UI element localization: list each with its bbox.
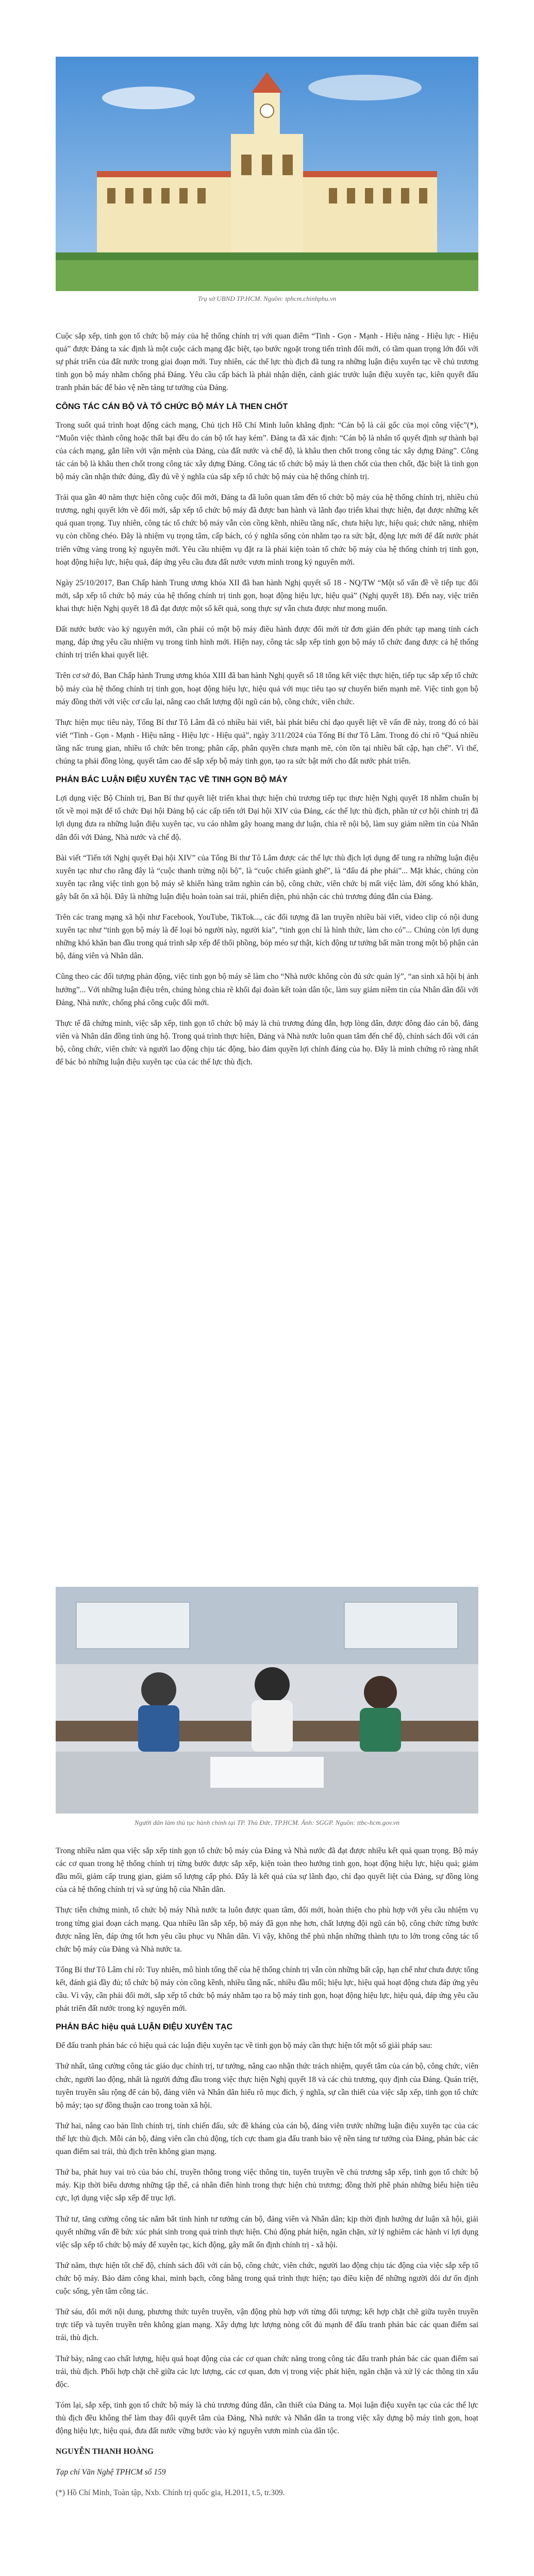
article-body-bottom (56, 1844, 478, 2507)
paragraph: Thứ nhất, tăng cường công tác giáo dục chính trị, tư tưởng, nâng cao nhận thức trách nhiệm, quyết tâm của cán bộ, công chức, viên chức, người lao động, nhất là người đứng đầu trong việc thực hiện Nghị quyết 18 và các chủ trương, quy định của Đảng. Quán triệt, tuyên truyền sâu rộng để cán bộ, đảng viên và Nhân dân hiểu rõ mục đích, ý nghĩa, sự cần thiết của việc sắp xếp, tinh gọn tổ chức bộ máy; tạo sự đồng thuận cao trong toàn xã hội. (56, 2062, 478, 2110)
paragraph: Thứ sáu, đổi mới nội dung, phương thức tuyên truyền, vận động phù hợp với từng đối tượng; kết hợp chặt chẽ giữa tuyên truyền trực tiếp và tuyên truyền trên không gian mạng. Xây dựng lực lượng nòng cốt đủ mạnh để đấu tranh phản bác các quan điểm sai trái, thù địch. (56, 2308, 478, 2343)
paragraph: Trên cơ sở đó, Ban Chấp hành Trung ương khóa XIII đã ban hành Nghị quyết số 18 tổng kết việc thực hiện, tiếp tục sắp xếp tổ chức bộ máy của hệ thống chính trị tinh gọn, hoạt động hiệu lực, hiệu quả với mục tiêu tạo sự chuyển biến mạnh mẽ. Việc tinh gọn bộ máy đồng thời với việc cơ cấu lại, nâng cao chất lượng đội ngũ cán bộ, công chức, viên chức. (56, 671, 478, 706)
paragraph: Đất nước bước vào kỷ nguyên mới, cần phải có một bộ máy điều hành được đổi mới từ đơn giản đến phức tạp mang tính cách mạng, đáp ứng yêu cầu nhiệm vụ trong tình hình mới. Hiện nay, công tác sắp xếp tinh gọn bộ máy tổ chức đang được cả hệ thống chính trị triển khai quyết liệt. (56, 625, 478, 660)
paragraph: Lợi dụng việc Bộ Chính trị, Ban Bí thư quyết liệt triển khai thực hiện chủ trương tiếp tục thực hiện Nghị quyết 18 nhằm chuẩn bị tốt về mọi mặt để tổ chức Đại hội Đảng bộ các cấp tiến tới Đại hội XIV của Đảng, các thế lực thù địch, phần tử cơ hội chính trị đã lợi dụng đưa ra những luận điệu xuyên tạc, vu cáo nhằm gây hoang mang dư luận, chia rẽ nội bộ, làm suy giảm niềm tin của Nhân dân đối với Đảng, Nhà nước và chế độ. (56, 794, 478, 842)
paragraph: Tóm lại, sắp xếp, tinh gọn tổ chức bộ máy là chủ trương đúng đắn, cần thiết của Đảng ta. Mọi luận điệu xuyên tạc của các thế lực thù địch đều không thể làm thay đổi quyết tâm của Đảng, Nhà nước và Nhân dân ta trong việc xây dựng bộ máy tinh gọn, hoạt động hiệu lực, hiệu quả, đưa đất nước vững bước vào kỷ nguyên vươn mình của dân tộc. (56, 2400, 478, 2436)
paragraph: Thứ hai, nâng cao bản lĩnh chính trị, tính chiến đấu, sức đề kháng của cán bộ, đảng viên trước những luận điệu xuyên tạc của các thế lực thù địch. Mỗi cán bộ, đảng viên cần chủ động, tích cực tham gia đấu tranh bảo vệ nền tảng tư tưởng của Đảng, phản bác các quan điểm sai trái, thù địch trên không gian mạng. (56, 2121, 478, 2157)
paragraph: Thứ bảy, nâng cao chất lượng, hiệu quả hoạt động của các cơ quan chức năng trong công tác đấu tranh phản bác các quan điểm sai trái, thù địch. Phối hợp chặt chẽ giữa các lực lượng, các cơ quan, đơn vị trong việc phát hiện, ngăn chặn và xử lý các thông tin xấu độc. (56, 2354, 478, 2389)
paragraph: Thứ ba, phát huy vai trò của báo chí, truyền thông trong việc thông tin, tuyên truyền về chủ trương sắp xếp, tinh gọn tổ chức bộ máy. Kịp thời biểu dương những tập thể, cá nhân điển hình trong thực hiện chủ trương; đồng thời phê phán những biểu hiện tiêu cực, lợi dụng việc sắp xếp để trục lợi. (56, 2168, 478, 2203)
hero-image (56, 57, 478, 291)
paragraph: Thực tiễn chứng minh, tổ chức bộ máy Nhà nước ta luôn được quan tâm, đổi mới, hoàn thiện cho phù hợp với yêu cầu nhiệm vụ trong từng giai đoạn cách mạng. Qua nhiều lần sắp xếp, bộ máy đã gọn nhẹ hơn, chất lượng đội ngũ cán bộ, công chức từng bước được nâng lên, đáp ứng tốt hơn yêu cầu phục vụ Nhân dân. Vì vậy, không thể phủ nhận những thành tựu to lớn trong công tác tổ chức bộ máy của Đảng và Nhà nước ta. (56, 1906, 478, 1954)
intro-paragraph: Cuộc sắp xếp, tinh gọn tổ chức bộ máy của hệ thống chính trị với quan điểm “Tinh - Gọn - Mạnh - Hiệu năng - Hiệu lực - Hiệu quả” được Đảng ta xác định là một cuộc cách mạng đặc biệt, tạo bước ngoặt trong tiến trình đổi mới, có tầm quan trọng lớn đối với sự phát triển của đất nước trong giai đoạn mới. Tuy nhiên, các thế lực thù địch đã tung ra những luận điệu xuyên tạc về chủ trương tinh gọn bộ máy nhằm chống phá Đảng. Yêu cầu cấp bách là phải nhận diện, cảnh giác trước luận điệu xuyên tạc, kiên quyết đấu tranh phản bác để bảo vệ nền tảng tư tưởng của Đảng. (56, 332, 478, 393)
footnote: (*) Hồ Chí Minh, Toàn tập, Nxb. Chính trị quốc gia, H.2011, t.5, tr.309. (56, 2488, 285, 2498)
paragraph: Để đấu tranh phản bác có hiệu quả các luận điệu xuyên tạc về tinh gọn bộ máy cần thực hiện tốt một số giải pháp sau: (56, 2041, 432, 2050)
paragraph: Bài viết “Tiến tới Nghị quyết Đại hội XIV” của Tổng Bí thư Tô Lâm được các thế lực thù địch lợi dụng để tung ra những luận điệu xuyên tạc như cho rằng đây là “cuộc thanh trừng nội bộ”, là “cuộc chiến giành ghế”, là “đấu đá phe phái”... Mặt khác, chúng còn xuyên tạc rằng việc tinh gọn bộ máy sẽ khiến hàng trăm nghìn cán bộ, công chức, viên chức bị mất việc làm, đời sống khó khăn, gây bất ổn xã hội. Đây là những luận điệu hoàn toàn sai trái, phiến diện, phủ nhận các chủ trương đúng đắn của Đảng. (56, 853, 478, 901)
hero-caption: Trụ sở UBND TP.HCM. Nguồn: tphcm.chinhphu.vn (197, 295, 337, 302)
paragraph: Trong nhiều năm qua việc sắp xếp tinh gọn tổ chức bộ máy của Đảng và Nhà nước đã đạt được nhiều kết quả quan trọng. Bộ máy các cơ quan trong hệ thống chính trị từng bước được sắp xếp, kiện toàn theo hướng tinh gọn, hoạt động hiệu lực, hiệu quả; giảm đầu mối, giảm cấp trung gian, giảm số lượng cấp phó. Đây là kết quả của sự lãnh đạo, chỉ đạo quyết liệt của Đảng, sự đồng lòng của cả hệ thống chính trị và sự ủng hộ của Nhân dân. (56, 1846, 478, 1894)
author-organization: Tạp chí Văn Nghệ TPHCM số 159 (56, 2468, 166, 2477)
paragraph: Tổng Bí thư Tô Lâm chỉ rõ: Tuy nhiên, mô hình tổng thể của hệ thống chính trị vẫn còn những bất cập, hạn chế như chưa được tổng kết, đánh giá đầy đủ; tổ chức bộ máy còn cồng kềnh, nhiều tầng nấc, nhiều đầu mối; hiệu lực, hiệu quả hoạt động chưa đáp ứng yêu cầu. Vì vậy, cần phải đổi mới, sắp xếp tổ chức bộ máy nhằm tạo ra bộ máy tinh gọn, hoạt động hiệu lực, hiệu quả, đáp ứng yêu cầu phát triển đất nước trong kỷ nguyên mới. (56, 1965, 478, 2013)
city-hall-illustration (56, 57, 478, 291)
paragraph: Thực hiện mục tiêu này, Tổng Bí thư Tô Lâm đã có nhiều bài viết, bài phát biểu chỉ đạo quyết liệt về vấn đề này, trong đó có bài viết “Tinh - Gọn - Mạnh - Hiệu năng - Hiệu lực - Hiệu quả”, ngày 3/11/2024 của Tổng Bí thư Tô Lâm. Trong đó chỉ rõ “Quá nhiều tầng nấc trung gian, nhiều tổ chức bên trong; phân cấp, phân quyền chưa mạnh mẽ, còn tồn tại nhiều bất cập, hạn chế”. Vì thế, chúng ta phải đồng lòng, quyết tâm cao để sắp xếp bộ máy tinh gọn, tạo ra sức bật mới cho đất nước phát triển. (56, 718, 478, 766)
paragraph: Trên các trang mạng xã hội như Facebook, YouTube, TikTok..., các đối tượng đã lan truyền nhiều bài viết, video clip có nội dung xuyên tạc như “tinh gọn bộ máy là để loại bỏ người này, người kia”, “tinh gọn chỉ là hình thức, làm cho có”... Chúng còn lợi dụng những khó khăn ban đầu trong quá trình sắp xếp để thổi phồng, bóp méo sự thật, kích động tư tưởng bất mãn trong một bộ phận cán bộ, đảng viên và Nhân dân. (56, 913, 478, 961)
paragraph: Ngày 25/10/2017, Ban Chấp hành Trung ương khóa XII đã ban hành Nghị quyết số 18 - NQ/TW “Một số vấn đề về tiếp tục đổi mới, sắp xếp tổ chức bộ máy của hệ thống chính trị tinh gọn, hoạt động hiệu lực, hiệu quả” (Nghị quyết 18). Đến nay, việc triển khai thực hiện Nghị quyết 18 đã đạt được một số kết quả, song thực sự vẫn chưa được như mong muốn. (56, 578, 478, 613)
article-photo (56, 1587, 478, 1814)
paragraph: Thứ năm, thực hiện tốt chế độ, chính sách đối với cán bộ, công chức, viên chức, người lao động chịu tác động của việc sắp xếp tổ chức bộ máy. Bảo đảm công khai, minh bạch, công bằng trong quá trình thực hiện; tạo điều kiện để những người dôi dư ổn định cuộc sống, yên tâm công tác. (56, 2261, 478, 2296)
paragraph: Thứ tư, tăng cường công tác nắm bắt tình hình tư tưởng cán bộ, đảng viên và Nhân dân; kịp thời định hướng dư luận xã hội, giải quyết những vấn đề bức xúc phát sinh trong quá trình thực hiện. Chủ động phát hiện, ngăn chặn, xử lý nghiêm các hành vi lợi dụng việc sắp xếp tổ chức bộ máy để xuyên tạc, kích động, gây mất ổn định chính trị - xã hội. (56, 2214, 478, 2249)
paragraph: Trải qua gần 40 năm thực hiện công cuộc đổi mới, Đảng ta đã luôn quan tâm đến tổ chức bộ máy của hệ thống chính trị, nhiều chủ trương, nghị quyết lớn về đổi mới, sắp xếp tổ chức bộ máy đã được ban hành và lãnh đạo triển khai thực hiện, đạt được những kết quả quan trọng. Tuy nhiên, công tác tổ chức bộ máy vẫn còn cồng kềnh, nhiều tầng nấc, chưa hiệu lực, hiệu quả; chức năng, nhiệm vụ còn chồng chéo. Đây là nhiệm vụ trọng tâm, cấp bách, có ý nghĩa sống còn nhằm tạo ra sức bật, động lực mới để đất nước phát triển vững vàng trong kỷ nguyên mới. Yêu cầu nhiệm vụ đặt ra là phải kiện toàn tổ chức bộ máy của hệ thống chính trị tinh gọn, hoạt động hiệu lực, hiệu quả, đáp ứng yêu cầu đưa đất nước vươn mình trong kỷ nguyên mới. (56, 493, 478, 567)
section-heading-refute: PHẢN BÁC LUẬN ĐIỆU XUYÊN TẠC VỀ TINH GỌN BỘ MÁY (56, 775, 288, 785)
paragraph: Cũng theo các đối tượng phản động, việc tinh gọn bộ máy sẽ làm cho “Nhà nước không còn đủ sức quản lý”, “an sinh xã hội bị ảnh hưởng”... Với những luận điệu trên, chúng hòng chia rẽ khối đại đoàn kết toàn dân tộc, làm suy giảm niềm tin của Nhân dân đối với Đảng, Nhà nước, chống phá công cuộc đổi mới. (56, 972, 478, 1007)
section-heading-solutions: PHẢN BÁC hiệu quả LUẬN ĐIỆU XUYÊN TẠC (56, 2023, 233, 2032)
photo-caption: Người dân làm thủ tục hành chính tại TP. Thủ Đức, TP.HCM. Ảnh: SGGP. Nguồn: ttbc-hcm.gov.vn (134, 1819, 400, 1826)
author-name: NGUYỄN THANH HOÀNG (56, 2447, 154, 2456)
paragraph: Trong suốt quá trình hoạt động cách mạng, Chủ tịch Hồ Chí Minh luôn khẳng định: “Cán bộ là cái gốc của mọi công việc”(*), “Muôn việc thành công hoặc thất bại đều do cán bộ tốt hay kém”. Đảng ta đã xác định: “Cán bộ là nhân tố quyết định sự thành bại của cách mạng, gắn liền với vận mệnh của Đảng, của đất nước và chế độ, là khâu then chốt trong công tác xây dựng Đảng”. Công tác cán bộ là khâu then chốt trong công tác xây dựng Đảng. Công tác tổ chức bộ máy là then chốt của then chốt, đặc biệt là tinh gọn bộ máy cần nhận thức đúng, đầy đủ về ý nghĩa của sắp xếp tổ chức bộ máy của hệ thống chính trị. (56, 420, 478, 481)
paragraph: Thực tế đã chứng minh, việc sắp xếp, tinh gọn tổ chức bộ máy là chủ trương đúng đắn, hợp lòng dân, được đông đảo cán bộ, đảng viên và Nhân dân đồng tình ủng hộ. Trong quá trình thực hiện, Đảng và Nhà nước luôn quan tâm đến chế độ, chính sách đối với cán bộ, công chức, viên chức và người lao động chịu tác động, bảo đảm quyền lợi chính đáng của họ. Đây là minh chứng rõ ràng nhất để bác bỏ những luận điệu xuyên tạc của các thế lực thù địch. (56, 1019, 478, 1067)
section-heading-cadre: CÔNG TÁC CÁN BỘ VÀ TỔ CHỨC BỘ MÁY LÀ THEN CHỐT (56, 402, 288, 411)
office-scene-illustration (56, 1587, 478, 1814)
article-body-top (56, 330, 478, 1076)
